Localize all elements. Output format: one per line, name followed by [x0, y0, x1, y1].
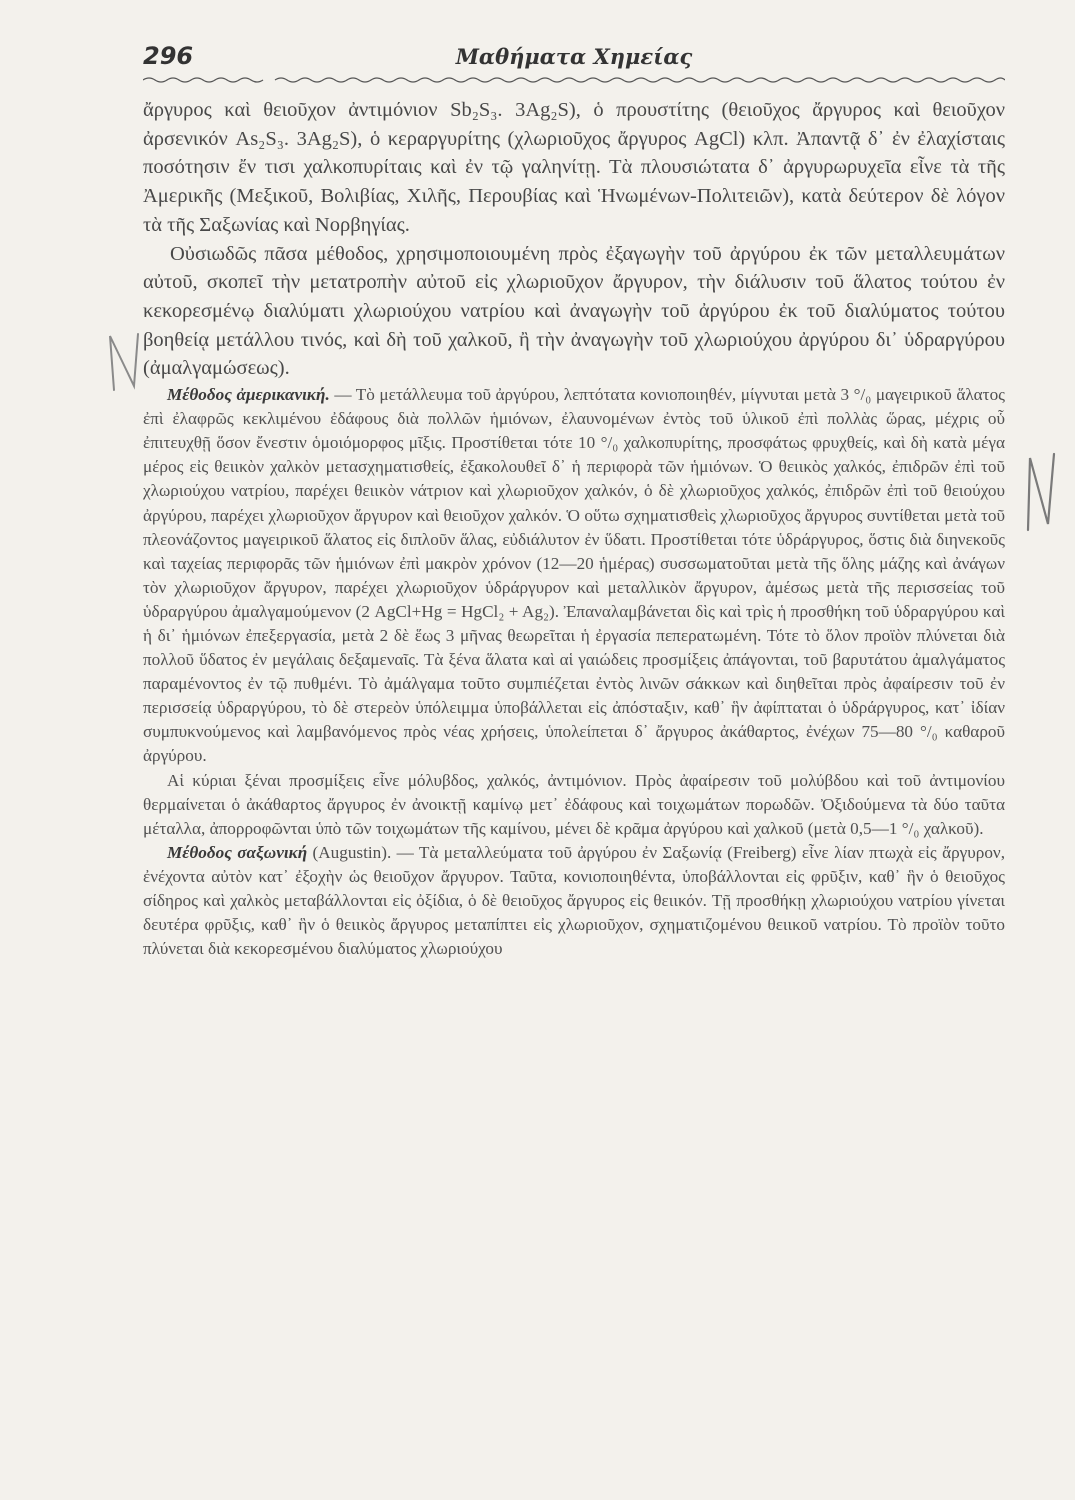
paragraph-extraction-method: Οὐσιωδῶς πᾶσα μέθοδος, χρησιμοποιουμένη πρὸς ἐξαγωγὴν τοῦ ἀργύρου ἐκ τῶν μεταλλευμάτων αὐτοῦ, σκοπεῖ τὴν μετατροπὴν αὐτοῦ εἰς χλωριοῦχον ἄργυρον, τὴν διάλυσιν τοῦ ἅλατος τούτου ἐν κεκορεσμένῳ διαλύματι χλωριούχου νατρίου καὶ ἀναγωγὴν τοῦ ἀργύρου ἐκ τοῦ διαλύματος τούτου βοηθείᾳ μετάλλου τινός, καὶ δὴ τοῦ χαλκοῦ, ἢ τὴν ἀναγωγὴν τοῦ χλωριούχου ἀργύρου δι᾽ ὑδραργύρου (ἀμαλγαμώσεως). — [143, 242, 1005, 380]
left-margin-pencil-mark — [100, 330, 148, 400]
page-header — [143, 42, 1005, 76]
paragraph-silver-ores: ἄργυρος καὶ θειοῦχον ἀντιμόνιον Sb₂S₃. 3Ag₂S), ὁ προυστίτης (θειοῦχος ἄργυρος καὶ θειοῦχον ἀρσενικόν As₂S₃. 3Ag₂S), ὁ κεραργυρίτης (χλωριοῦχος ἄργυρος AgCl) κλπ. Ἀπαντᾷ δ᾽ ἐν ἐλαχίσταις ποσότησιν ἔν τισι χαλκοπυρίταις καὶ ἐν τῷ γαληνίτῃ. Τὰ πλουσιώτατα δ᾽ ἀργυρωρυχεῖα εἶνε τὰ τῆς Ἀμερικῆς (Μεξικοῦ, Βολιβίας, Χιλῆς, Περουβίας καὶ Ἡνωμένων-Πολιτειῶν), κατὰ δεύτερον δὲ λόγον τὰ τῆς Σαξωνίας καὶ Νορβηγίας. — [143, 99, 1005, 236]
header-wavy-rule — [143, 75, 1005, 85]
american-method-text: — Τὸ μετάλλευμα τοῦ ἀργύρου, λεπτότατα κονιοποιηθέν, μίγνυται μετὰ 3 °/₀ μαγειρικοῦ ἅλατος ἐπὶ ἐλαφρῶς κεκλιμένου ἐδάφους διὰ πολλῶν ἡμιόνων, ἐλαυνομένων ἐντὸς τοῦ ὑλικοῦ ἐπὶ πολλὰς ὥρας, μέχρις οὗ ἐπιτευχθῇ ὅσον ἔνεστιν ὁμοιόμορφος μῖξις. Προστίθεται τότε 10 °/₀ χαλκοπυρίτης, προσφάτως φρυχθείς, καὶ δὴ κατὰ μέγα μέρος εἰς θειικὸν χαλκὸν μετασχηματισθείς, ἐξακολουθεῖ δ᾽ ἡ περιφορὰ τῶν ἡμιόνων. Ὁ θειικὸς χαλκός, ἐπιδρῶν ἐπὶ τοῦ χλωριούχου νατρίου, παρέχει θειικὸν νάτριον καὶ χλωριοῦχον χαλκόν, ὁ δὲ χλωριοῦχος χαλκός, ἐπιδρῶν ἐπὶ τοῦ θειούχου ἀργύρου, παρέχει χλωριοῦχον ἄργυρον καὶ θειοῦχον χαλκόν. Ὁ οὕτω σχηματισθεὶς χλωριοῦχος ἄργυρος συντίθεται μετὰ τοῦ πλεονάζοντος μαγειρικοῦ ἅλατος εἰς διπλοῦν ἅλας, εὐδιάλυτον ἐν ὕδατι. Προστίθεται τότε ὑδράργυρος, ὅστις διὰ διηνεκοῦς καὶ ταχείας περιφορᾶς τῶν ἡμιόνων ἐπὶ μακρὸν χρόνον (12—20 ἡμέρας) συσσωματοῦται μετὰ τῆς ὅλης μάζης καὶ ἀνάγων τὸν χλωριοῦχον ἄργυρον, παρέχει χλωριοῦχον ὑδράργυρον καὶ μεταλλικὸν ἄργυρον, ἀμέσως μετὰ τῆς περισσείας τοῦ ὑδραργύρου ἀμαλγαμούμενον (2 AgCl+Hg = HgCl₂ + Ag₂). Ἐπαναλαμβάνεται δὶς καὶ τρὶς ἡ προσθήκη τοῦ ὑδραργύρου καὶ ἡ δι᾽ ἡμιόνων ἐπεξεργασία, μετὰ 2 δὲ ἕως 3 μῆνας θεωρεῖται ἡ ἐργασία πεπερατωμένη. Τότε τὸ ὅλον προϊὸν πλύνεται διὰ πολλοῦ ὕδατος ἐν μεγάλαις δεξαμεναῖς. Τὰ ξένα ἅλατα καὶ αἱ γαιώδεις προσμίξεις ἀπάγονται, τοῦ βαρυτάτου ἀμαλγάματος παραμένοντος ἐν τῷ πυθμένι. Τὸ ἀμάλγαμα τοῦτο συμπιέζεται ἐντὸς λινῶν σάκκων καὶ διηθεῖται πρὸς ἀφαίρεσιν τοῦ ἐν περισσείᾳ ὑδραργύρου, τὸ δὲ στερεὸν ὑπόλειμμα ὑποβάλλεται εἰς ἀπόσταξιν, καθ᾽ ἣν ἀφίπταται ὁ ὑδράργυρος, κατ᾽ ἰδίαν συμπυκνούμενος καὶ λαμβανόμενος πρὸς νέας χρήσεις, ὑπολείπεται δ᾽ ἄργυρος ἀκάθαρτος, ἐνέχων 75—80 °/₀ καθαροῦ ἀργύρου. — [143, 385, 1005, 766]
body-text — [143, 96, 1005, 961]
right-margin-pencil-mark — [1008, 448, 1068, 538]
saxon-method-text: (Augustin). — Τὰ μεταλλεύματα τοῦ ἀργύρου ἐν Σαξωνίᾳ (Freiberg) εἶνε λίαν πτωχὰ εἰς ἄργυρον, ἐνέχοντα αὐτὸν κατ᾽ ἐξοχὴν ὡς θειοῦχον ἄργυρον. Ταῦτα, κονιοποιηθέντα, ὑποβάλλονται εἰς φρῦξιν, καθ᾽ ἣν ὁ θειοῦχος σίδηρος καὶ χαλκὸς μεταβάλλονται εἰς ὀξίδια, ὁ δὲ θειοῦχος ἄργυρος εἰς θειικόν. Τῇ προσθήκῃ χλωριούχου νατρίου γίνεται δευτέρα φρῦξις, καθ᾽ ἣν ὁ θειικὸς ἄργυρος μεταπίπτει εἰς χλωριοῦχον, σχηματιζομένου θειικοῦ νατρίου. Τὸ προϊὸν τοῦτο πλύνεται διὰ κεκορεσμένου διαλύματος χλωριούχου — [143, 842, 1005, 959]
american-method-heading: Μέθοδος ἀμερικανική. — [167, 385, 330, 405]
running-title: Μαθήματα Χημείας — [455, 44, 693, 69]
paragraph-saxon-method — [143, 841, 1005, 961]
paragraph-impurities: Αἱ κύριαι ξέναι προσμίξεις εἶνε μόλυβδος, χαλκός, ἀντιμόνιον. Πρὸς ἀφαίρεσιν τοῦ μολύβδου καὶ τοῦ ἀντιμονίου θερμαίνεται ὁ ἀκάθαρτος ἄργυρος ἐν ἀνοικτῇ καμίνῳ μετ᾽ ἐδάφους καὶ τοιχωμάτων πορωδῶν. Ὀξιδούμενα τὰ δύο ταῦτα μέταλλα, ἀπορροφῶνται ὑπὸ τῶν τοιχωμάτων τῆς καμίνου, μένει δὲ κρᾶμα ἀργύρου καὶ χαλκοῦ (μετὰ 0,5—1 °/₀ χαλκοῦ). — [143, 770, 1005, 838]
paragraph-american-method — [143, 383, 1005, 769]
saxon-method-heading: Μέθοδος σαξωνική — [167, 842, 308, 862]
page-number: 296 — [143, 42, 194, 70]
